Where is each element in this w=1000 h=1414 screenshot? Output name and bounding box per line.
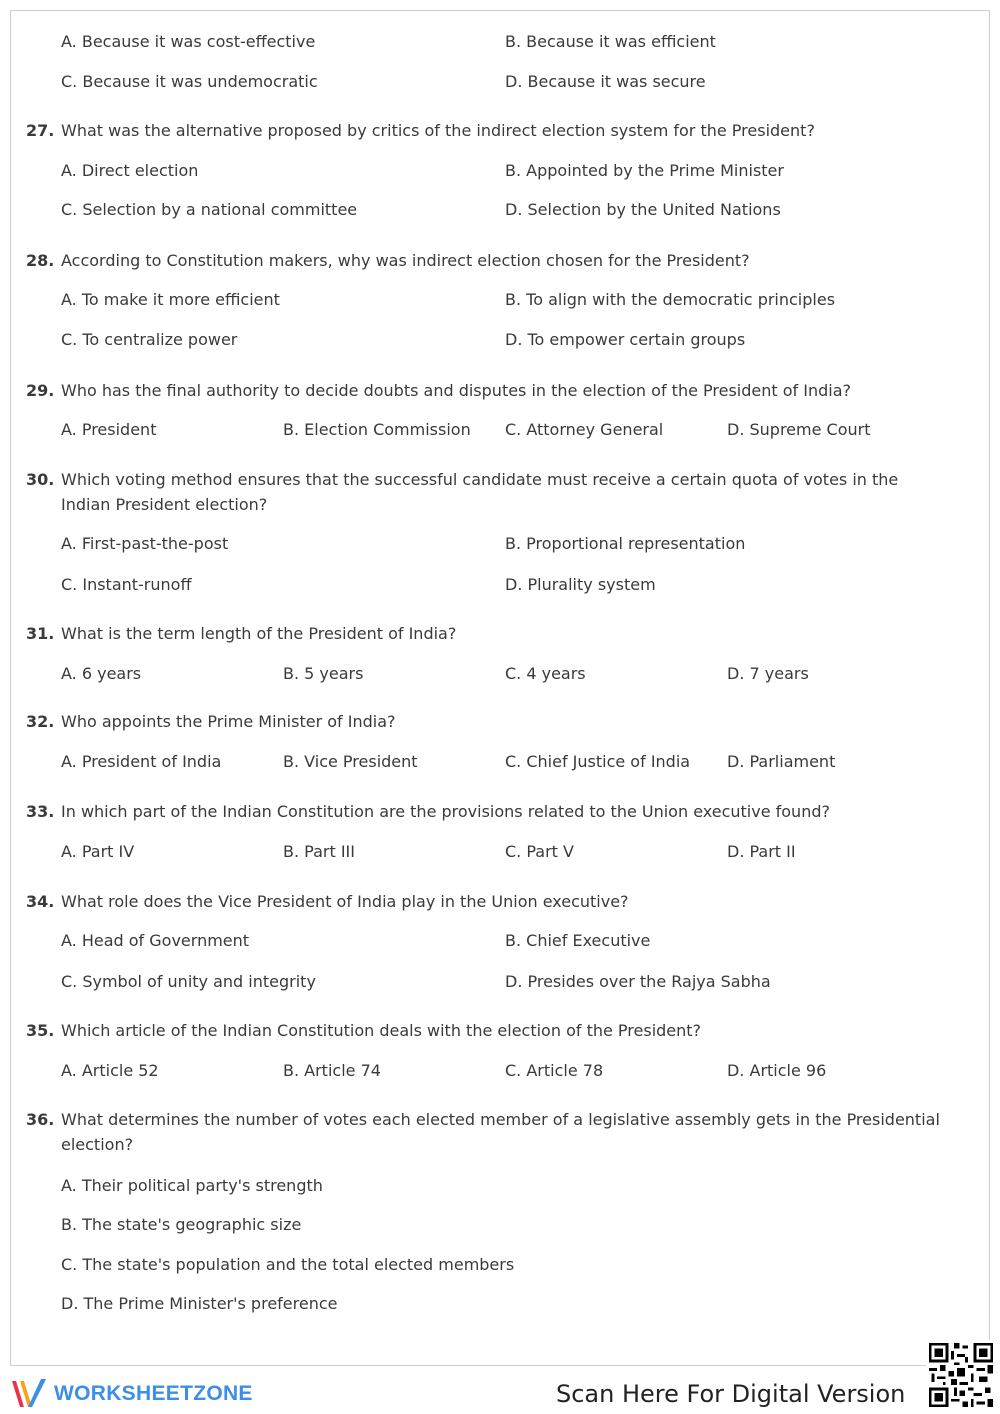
- option-34-a[interactable]: A. Head of Government: [61, 931, 250, 950]
- question-number: 30.: [26, 470, 55, 489]
- question-text: What is the term length of the President of India?: [61, 624, 457, 643]
- question-text: According to Constitution makers, why was indirect election chosen for the President?: [61, 251, 750, 270]
- option-31-d[interactable]: D. 7 years: [727, 664, 809, 683]
- scan-caption: Scan Here For Digital Version: [556, 1380, 906, 1408]
- option-30-b[interactable]: B. Proportional representation: [505, 534, 746, 553]
- question-35: [26, 1019, 946, 1044]
- option-33-b[interactable]: B. Part III: [283, 842, 355, 861]
- question-29: [26, 379, 946, 404]
- option-35-d[interactable]: D. Article 96: [727, 1061, 827, 1080]
- option-31-a[interactable]: A. 6 years: [61, 664, 142, 683]
- question-31: [26, 622, 946, 647]
- question-32: [26, 710, 946, 735]
- option-32-b[interactable]: B. Vice President: [283, 752, 418, 771]
- question-text: Which voting method ensures that the successful candidate must receive a certain quota of votes in the Indian President election?: [61, 470, 899, 514]
- option-32-a[interactable]: A. President of India: [61, 752, 222, 771]
- option-29-c[interactable]: C. Attorney General: [505, 420, 664, 439]
- option-26-a[interactable]: A. Because it was cost-effective: [61, 32, 316, 51]
- option-34-b[interactable]: B. Chief Executive: [505, 931, 651, 950]
- brand-name: WORKSHEETZONE: [54, 1382, 253, 1405]
- option-31-c[interactable]: C. 4 years: [505, 664, 586, 683]
- question-number: 28.: [26, 251, 55, 270]
- question-number: 27.: [26, 121, 55, 140]
- option-33-c[interactable]: C. Part V: [505, 842, 574, 861]
- w-logo-icon: [10, 1377, 50, 1411]
- option-27-d[interactable]: D. Selection by the United Nations: [505, 200, 781, 219]
- option-35-c[interactable]: C. Article 78: [505, 1061, 604, 1080]
- question-34: [26, 890, 946, 915]
- option-29-b[interactable]: B. Election Commission: [283, 420, 471, 439]
- question-number: 34.: [26, 892, 55, 911]
- option-36-b[interactable]: B. The state's geographic size: [61, 1215, 302, 1234]
- option-36-c[interactable]: C. The state's population and the total elected members: [61, 1255, 515, 1274]
- question-text: What role does the Vice President of India play in the Union executive?: [61, 892, 629, 911]
- option-34-d[interactable]: D. Presides over the Rajya Sabha: [505, 972, 771, 991]
- option-30-a[interactable]: A. First-past-the-post: [61, 534, 229, 553]
- question-28: [26, 249, 946, 274]
- question-number: 35.: [26, 1021, 55, 1040]
- question-number: 36.: [26, 1110, 55, 1129]
- question-text: Who has the final authority to decide doubts and disputes in the election of the President of India?: [61, 381, 851, 400]
- option-29-a[interactable]: A. President: [61, 420, 157, 439]
- question-text: What was the alternative proposed by critics of the indirect election system for the President?: [61, 121, 815, 140]
- question-number: 31.: [26, 624, 55, 643]
- question-number: 32.: [26, 712, 55, 731]
- question-36: [26, 1108, 946, 1157]
- option-27-c[interactable]: C. Selection by a national committee: [61, 200, 358, 219]
- qr-code-icon[interactable]: [926, 1340, 996, 1410]
- option-33-d[interactable]: D. Part II: [727, 842, 796, 861]
- question-text: What determines the number of votes each elected member of a legislative assembly gets in the Presidential election?: [61, 1110, 940, 1154]
- option-32-d[interactable]: D. Parliament: [727, 752, 836, 771]
- option-35-b[interactable]: B. Article 74: [283, 1061, 381, 1080]
- option-28-d[interactable]: D. To empower certain groups: [505, 330, 746, 349]
- question-number: 29.: [26, 381, 55, 400]
- question-27: [26, 119, 946, 144]
- option-34-c[interactable]: C. Symbol of unity and integrity: [61, 972, 316, 991]
- question-33: [26, 800, 946, 825]
- question-text: In which part of the Indian Constitution are the provisions related to the Union executive found?: [61, 802, 830, 821]
- question-30: [26, 468, 946, 517]
- option-26-d[interactable]: D. Because it was secure: [505, 72, 706, 91]
- question-text: Which article of the Indian Constitution deals with the election of the President?: [61, 1021, 702, 1040]
- option-26-b[interactable]: B. Because it was efficient: [505, 32, 716, 51]
- option-30-c[interactable]: C. Instant-runoff: [61, 575, 192, 594]
- option-28-b[interactable]: B. To align with the democratic principles: [505, 290, 836, 309]
- option-35-a[interactable]: A. Article 52: [61, 1061, 159, 1080]
- option-29-d[interactable]: D. Supreme Court: [727, 420, 871, 439]
- option-30-d[interactable]: D. Plurality system: [505, 575, 656, 594]
- option-33-a[interactable]: A. Part IV: [61, 842, 135, 861]
- option-32-c[interactable]: C. Chief Justice of India: [505, 752, 691, 771]
- option-27-a[interactable]: A. Direct election: [61, 161, 199, 180]
- option-27-b[interactable]: B. Appointed by the Prime Minister: [505, 161, 784, 180]
- question-number: 33.: [26, 802, 55, 821]
- option-28-a[interactable]: A. To make it more efficient: [61, 290, 280, 309]
- option-26-c[interactable]: C. Because it was undemocratic: [61, 72, 318, 91]
- question-text: Who appoints the Prime Minister of India?: [61, 712, 396, 731]
- option-36-a[interactable]: A. Their political party's strength: [61, 1176, 323, 1195]
- option-36-d[interactable]: D. The Prime Minister's preference: [61, 1294, 338, 1313]
- option-31-b[interactable]: B. 5 years: [283, 664, 364, 683]
- option-28-c[interactable]: C. To centralize power: [61, 330, 238, 349]
- worksheetzone-logo[interactable]: [10, 1376, 253, 1412]
